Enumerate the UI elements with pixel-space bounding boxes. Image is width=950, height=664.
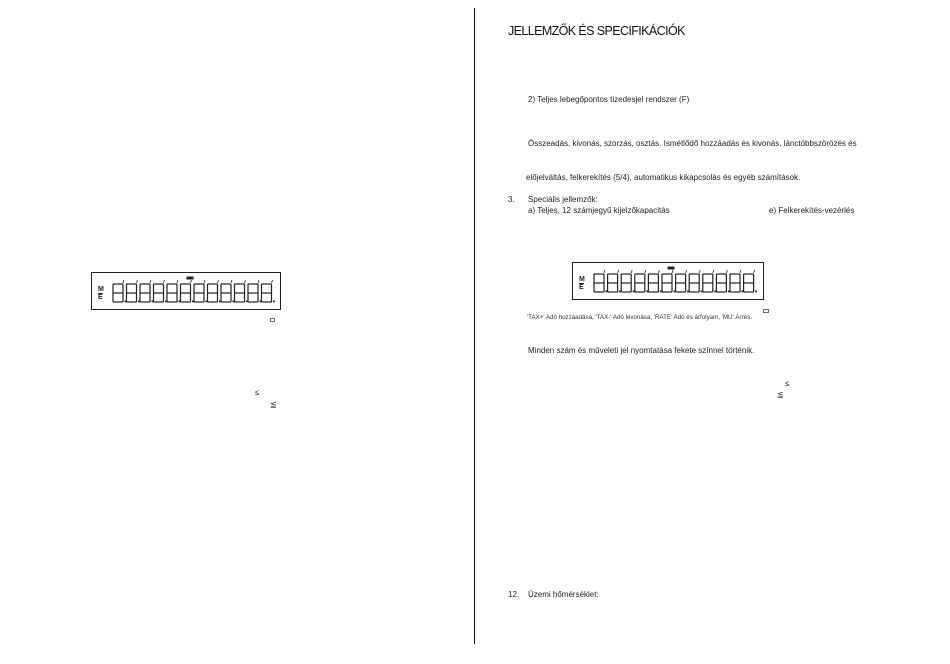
section-3-title: Speciális jellemzők: xyxy=(528,195,598,204)
tax-functions-note xyxy=(527,314,752,321)
lcd-digit xyxy=(730,270,743,292)
print-color-note: Minden szám és műveleti jel nyomtatása fekete színnel történik. xyxy=(528,346,755,355)
lcd-digit xyxy=(648,270,661,292)
section-12-number: 12. xyxy=(508,590,520,599)
lcd-digit xyxy=(113,280,126,302)
cursor-icon-left xyxy=(270,318,275,322)
lcd-indicator-e-right: $\overline{E}$ xyxy=(579,284,584,291)
memory-icon-left xyxy=(186,276,194,280)
lcd-digit xyxy=(127,280,140,302)
lcd-digit xyxy=(744,270,757,292)
less-equal-symbol-left-2: ≦ xyxy=(270,400,277,409)
lcd-digit xyxy=(167,280,180,302)
lcd-indicator-e-left: $\overline{E}$ xyxy=(98,294,103,301)
feature-display-capacity: a) Teljes, 12 számjegyű kijelzőkapacitás xyxy=(528,206,670,215)
lcd-digit xyxy=(262,280,275,302)
lcd-digit xyxy=(140,280,153,302)
tax-note-text-2: ' Árrés. xyxy=(732,314,752,321)
less-equal-symbol-left-1: ≤ xyxy=(255,388,260,397)
item-floating-decimal: 2) Teljes lebegőpontos tizedesjel rendszer (F) xyxy=(528,95,690,104)
less-equal-symbol-right-2: ≦ xyxy=(777,390,784,399)
lcd-digit xyxy=(248,280,261,302)
section-3-number: 3. xyxy=(508,195,515,204)
lcd-digit xyxy=(676,270,689,292)
page-divider xyxy=(474,8,475,644)
lcd-digit xyxy=(621,270,634,292)
tax-note-mu: MU xyxy=(722,314,733,321)
lcd-digit xyxy=(208,280,221,302)
lcd-digit xyxy=(235,280,248,302)
lcd-digit xyxy=(154,280,167,302)
lcd-indicator-m-left: M xyxy=(98,286,104,293)
lcd-digit xyxy=(221,280,234,302)
lcd-digit xyxy=(594,270,607,292)
lcd-digit xyxy=(181,280,194,302)
lcd-digit xyxy=(662,270,675,292)
page-heading: JELLEMZŐK ÉS SPECIFIKÁCIÓK xyxy=(508,24,685,38)
lcd-indicator-m-right: M xyxy=(579,276,585,283)
memory-icon-right xyxy=(667,266,675,270)
lcd-digit xyxy=(716,270,729,292)
tax-note-text-1: 'TAX+' Adó hozzáadása, 'TAX-' Adó levonása, 'RATE' Adó és árfolyam, ' xyxy=(527,314,723,321)
lcd-digit xyxy=(703,270,716,292)
less-equal-symbol-right-1: ≤ xyxy=(785,379,790,388)
mu-key-icon xyxy=(763,309,769,313)
feature-rounding-control: e) Felkerekítés-vezérlés xyxy=(769,206,855,215)
lcd-digit xyxy=(689,270,702,292)
lcd-digit xyxy=(194,280,207,302)
section-12-title: Üzemi hőmérséklet: xyxy=(528,590,599,599)
operations-line-2: előjelváltás, felkerekítés (5/4), automatikus kikapcsolás és egyéb számítások. xyxy=(526,173,801,182)
operations-line-1: Összeadás, kivonás, szorzás, osztás. Ismétlődő hozzáadás és kivonás, lánctöbbszörözés és xyxy=(528,139,857,148)
lcd-digit xyxy=(635,270,648,292)
lcd-digit xyxy=(608,270,621,292)
